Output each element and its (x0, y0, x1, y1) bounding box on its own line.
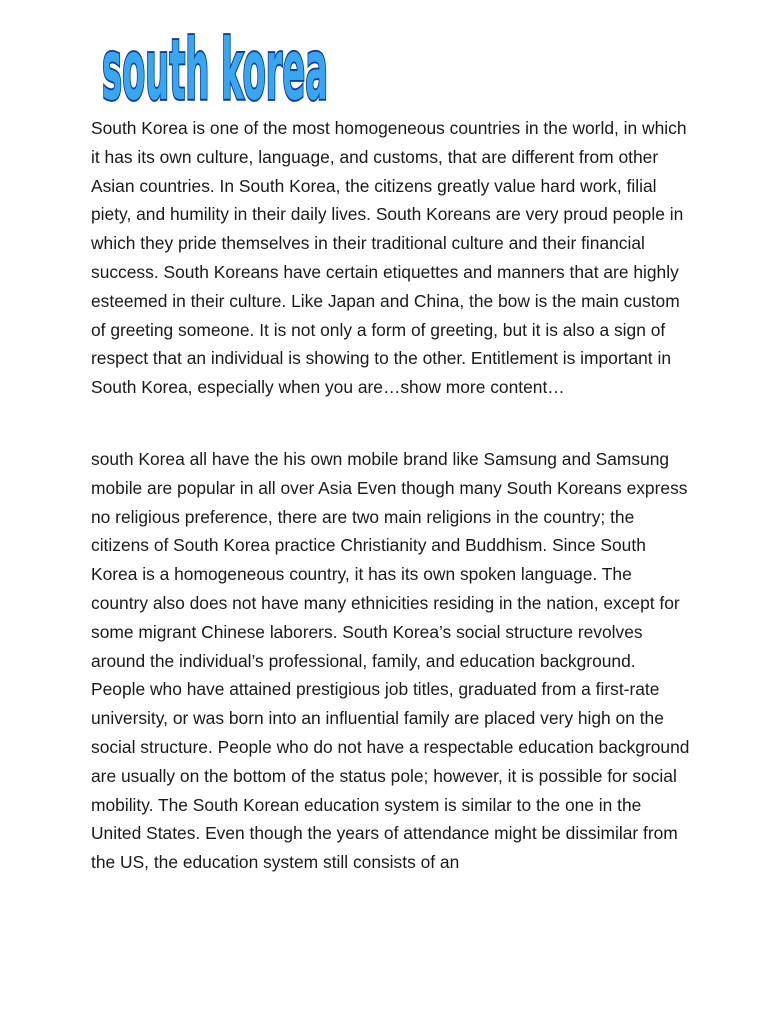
wordart-heading-svg (96, 22, 336, 120)
wordart-heading (96, 22, 336, 120)
paragraph-1: South Korea is one of the most homogeneous countries in the world, in which it has its own culture, language, and customs, that are different from other Asian countries. In South Korea, the citizens greatly value hard work, filial piety, and humility in their daily lives. South Koreans are very proud people in which they pride themselves in their traditional culture and their financial success. South Koreans have certain etiquettes and manners that are highly esteemed in their culture. Like Japan and China, the bow is the main custom of greeting someone. It is not only a form of greeting, but it is also a sign of respect that an individual is showing to the other. Entitlement is important in South Korea, especially when you are…show more content… (91, 118, 687, 398)
heading-text: south korea (102, 22, 328, 120)
paragraph-2: south Korea all have the his own mobile brand like Samsung and Samsung mobile are popular in all over Asia Even though many South Koreans express no religious preference, there are two main religions in the country; the citizens of South Korea practice Christianity and Buddhism. Since South Korea is a homogeneous country, it has its own spoken language. The country also does not have many ethnicities residing in the nation, except for some migrant Chinese laborers. South Korea’s social structure revolves around the individual’s professional, family, and education background. People who have attained prestigious job titles, graduated from a first-rate university, or was born into an influential family are placed very high on the social structure. People who do not have a respectable education background are usually on the bottom of the status pole; however, it is possible for social mobility. The South Korean education system is similar to the one in the United States. Even though the years of attendance might be dissimilar from the US, the education system still consists of an (91, 449, 690, 873)
